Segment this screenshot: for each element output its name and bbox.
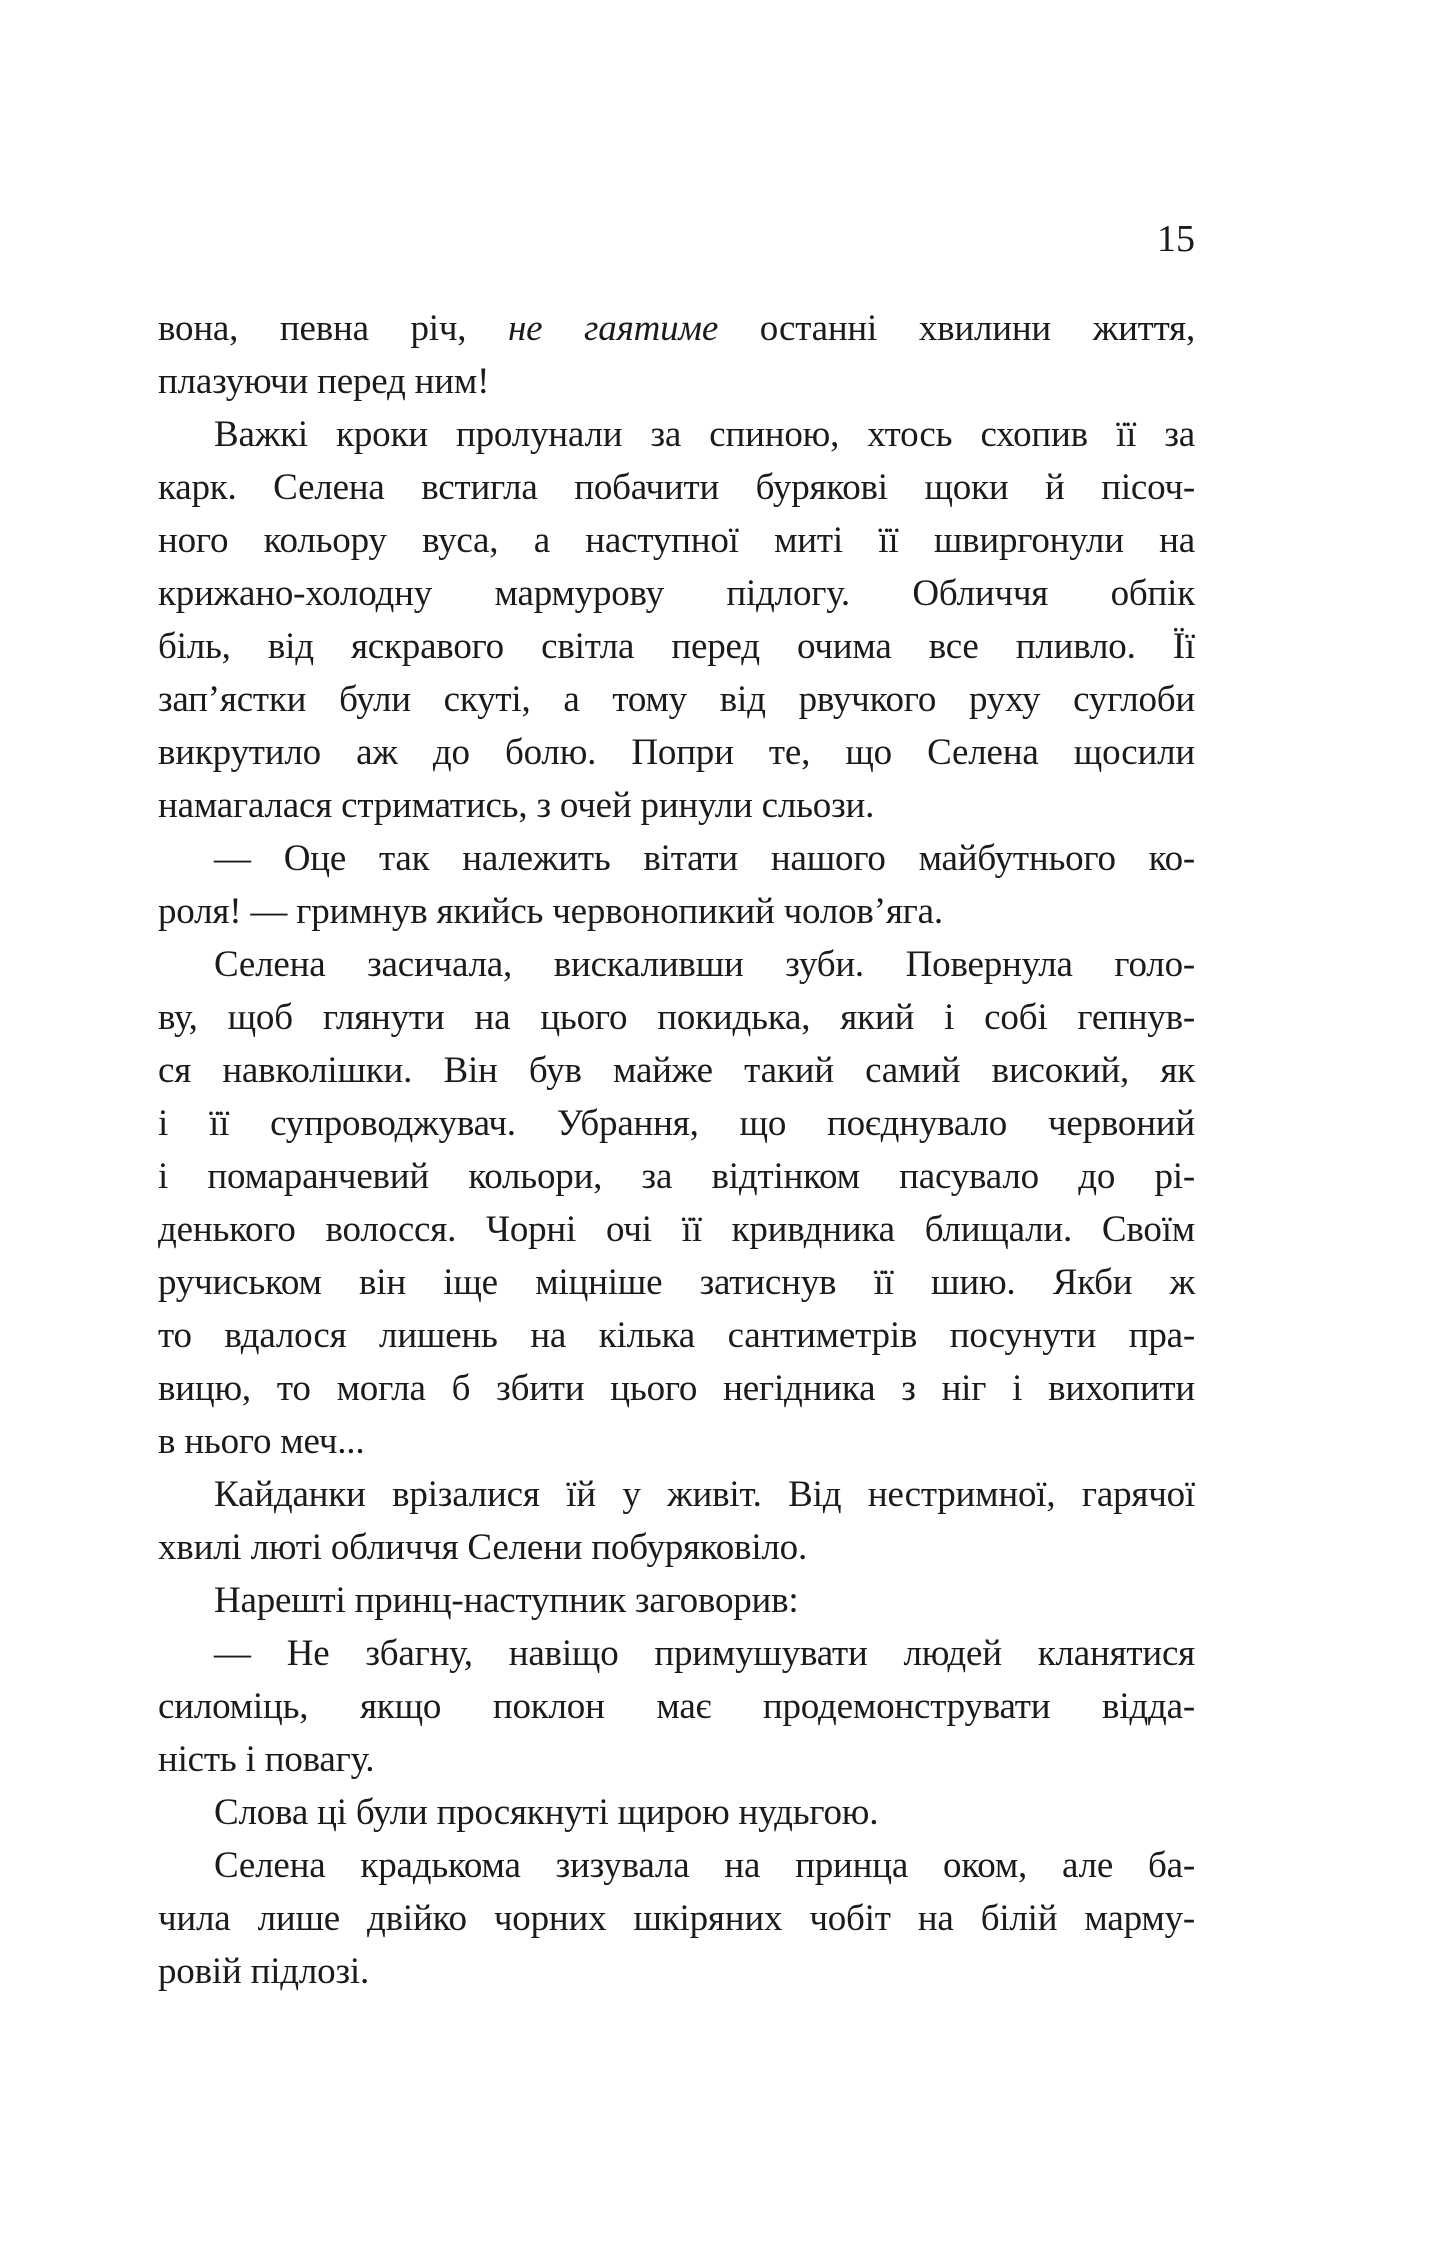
text-run-italic: не гаятиме xyxy=(508,308,719,349)
text-line xyxy=(158,620,1195,673)
text-run: роля! — гримнув якийсь червонопикий чолов’яга. xyxy=(158,891,943,932)
text-line xyxy=(158,1521,1195,1574)
text-run: денького волосся. Чорні очі її кривдника блищали. Своїм xyxy=(158,1209,1195,1250)
text-run: вона, певна річ, xyxy=(158,308,508,349)
text-run: вицю, то могла б збити цього негідника з ніг і вихопити xyxy=(158,1368,1195,1409)
text-run: карк. Селена встигла побачити бурякові щоки й пісоч- xyxy=(158,467,1195,508)
text-line xyxy=(158,1468,1195,1521)
text-line xyxy=(158,1733,1195,1786)
text-run: ручиськом він іще міцніше затиснув її шию. Якби ж xyxy=(158,1262,1195,1303)
text-run: намагалася стриматись, з очей ринули сльози. xyxy=(158,785,875,826)
text-run: Селена засичала, вискаливши зуби. Повернула голо- xyxy=(214,944,1195,985)
text-line xyxy=(158,885,1195,938)
text-line xyxy=(158,1839,1195,1892)
text-line xyxy=(158,355,1195,408)
text-run: Кайданки врізалися їй у живіт. Від нестримної, гарячої xyxy=(214,1474,1195,1515)
text-run: ного кольору вуса, а наступної миті її швиргонули на xyxy=(158,520,1195,561)
text-line xyxy=(158,1150,1195,1203)
text-run: викрутило аж до болю. Попри те, що Селена щосили xyxy=(158,732,1195,773)
text-line xyxy=(158,1945,1195,1998)
text-line xyxy=(158,1097,1195,1150)
text-run: і її супроводжувач. Убрання, що поєднувало червоний xyxy=(158,1103,1195,1144)
text-line xyxy=(158,567,1195,620)
text-line xyxy=(158,1203,1195,1256)
text-run: ся навколішки. Він був майже такий самий високий, як xyxy=(158,1050,1195,1091)
text-line xyxy=(158,991,1195,1044)
text-run: в нього меч... xyxy=(158,1421,365,1462)
text-line xyxy=(158,779,1195,832)
text-line xyxy=(158,1044,1195,1097)
text-line xyxy=(158,1786,1195,1839)
text-run: ву, щоб глянути на цього покидька, який і собі гепнув- xyxy=(158,997,1195,1038)
text-line xyxy=(158,832,1195,885)
text-run: хвилі люті обличчя Селени побуряковіло. xyxy=(158,1527,808,1568)
text-run: ровій підлозі. xyxy=(158,1951,370,1992)
text-line xyxy=(158,673,1195,726)
text-line xyxy=(158,1892,1195,1945)
text-run: то вдалося лишень на кілька сантиметрів посунути пра- xyxy=(158,1315,1195,1356)
text-line xyxy=(158,461,1195,514)
text-run: чила лише двійко чорних шкіряних чобіт на білій марму- xyxy=(158,1898,1195,1939)
text-line xyxy=(158,1362,1195,1415)
text-run: Нарешті принц-наступник заговорив: xyxy=(214,1580,799,1621)
text-run: Слова ці були просякнуті щирою нудьгою. xyxy=(214,1792,879,1833)
text-run: зап’ястки були скуті, а тому від рвучкого руху суглоби xyxy=(158,679,1195,720)
text-run: силоміць, якщо поклон має продемонструвати відда- xyxy=(158,1686,1195,1727)
text-line xyxy=(158,302,1195,355)
text-run: і помаранчевий кольори, за відтінком пасувало до рі- xyxy=(158,1156,1195,1197)
text-run: Селена крадькома зизувала на принца оком, але ба- xyxy=(214,1845,1195,1886)
text-run: останні хвилини життя, xyxy=(718,308,1195,349)
text-line xyxy=(158,1256,1195,1309)
text-line xyxy=(158,1309,1195,1362)
text-line xyxy=(158,408,1195,461)
text-line xyxy=(158,1627,1195,1680)
page-number: 15 xyxy=(1157,218,1195,260)
text-run: плазуючи перед ним! xyxy=(158,361,490,402)
text-line xyxy=(158,938,1195,991)
text-run: біль, від яскравого світла перед очима все пливло. Її xyxy=(158,626,1195,667)
text-run: Важкі кроки пролунали за спиною, хтось схопив її за xyxy=(214,414,1195,455)
page-text xyxy=(158,302,1195,1998)
text-run: — Оце так належить вітати нашого майбутнього ко- xyxy=(214,838,1195,879)
text-line xyxy=(158,1574,1195,1627)
text-line xyxy=(158,514,1195,567)
text-line xyxy=(158,1680,1195,1733)
text-line xyxy=(158,726,1195,779)
text-run: крижано-холодну мармурову підлогу. Обличчя обпік xyxy=(158,573,1195,614)
text-run: — Не збагну, навіщо примушувати людей кланятися xyxy=(214,1633,1195,1674)
text-line xyxy=(158,1415,1195,1468)
text-run: ність і повагу. xyxy=(158,1739,375,1780)
